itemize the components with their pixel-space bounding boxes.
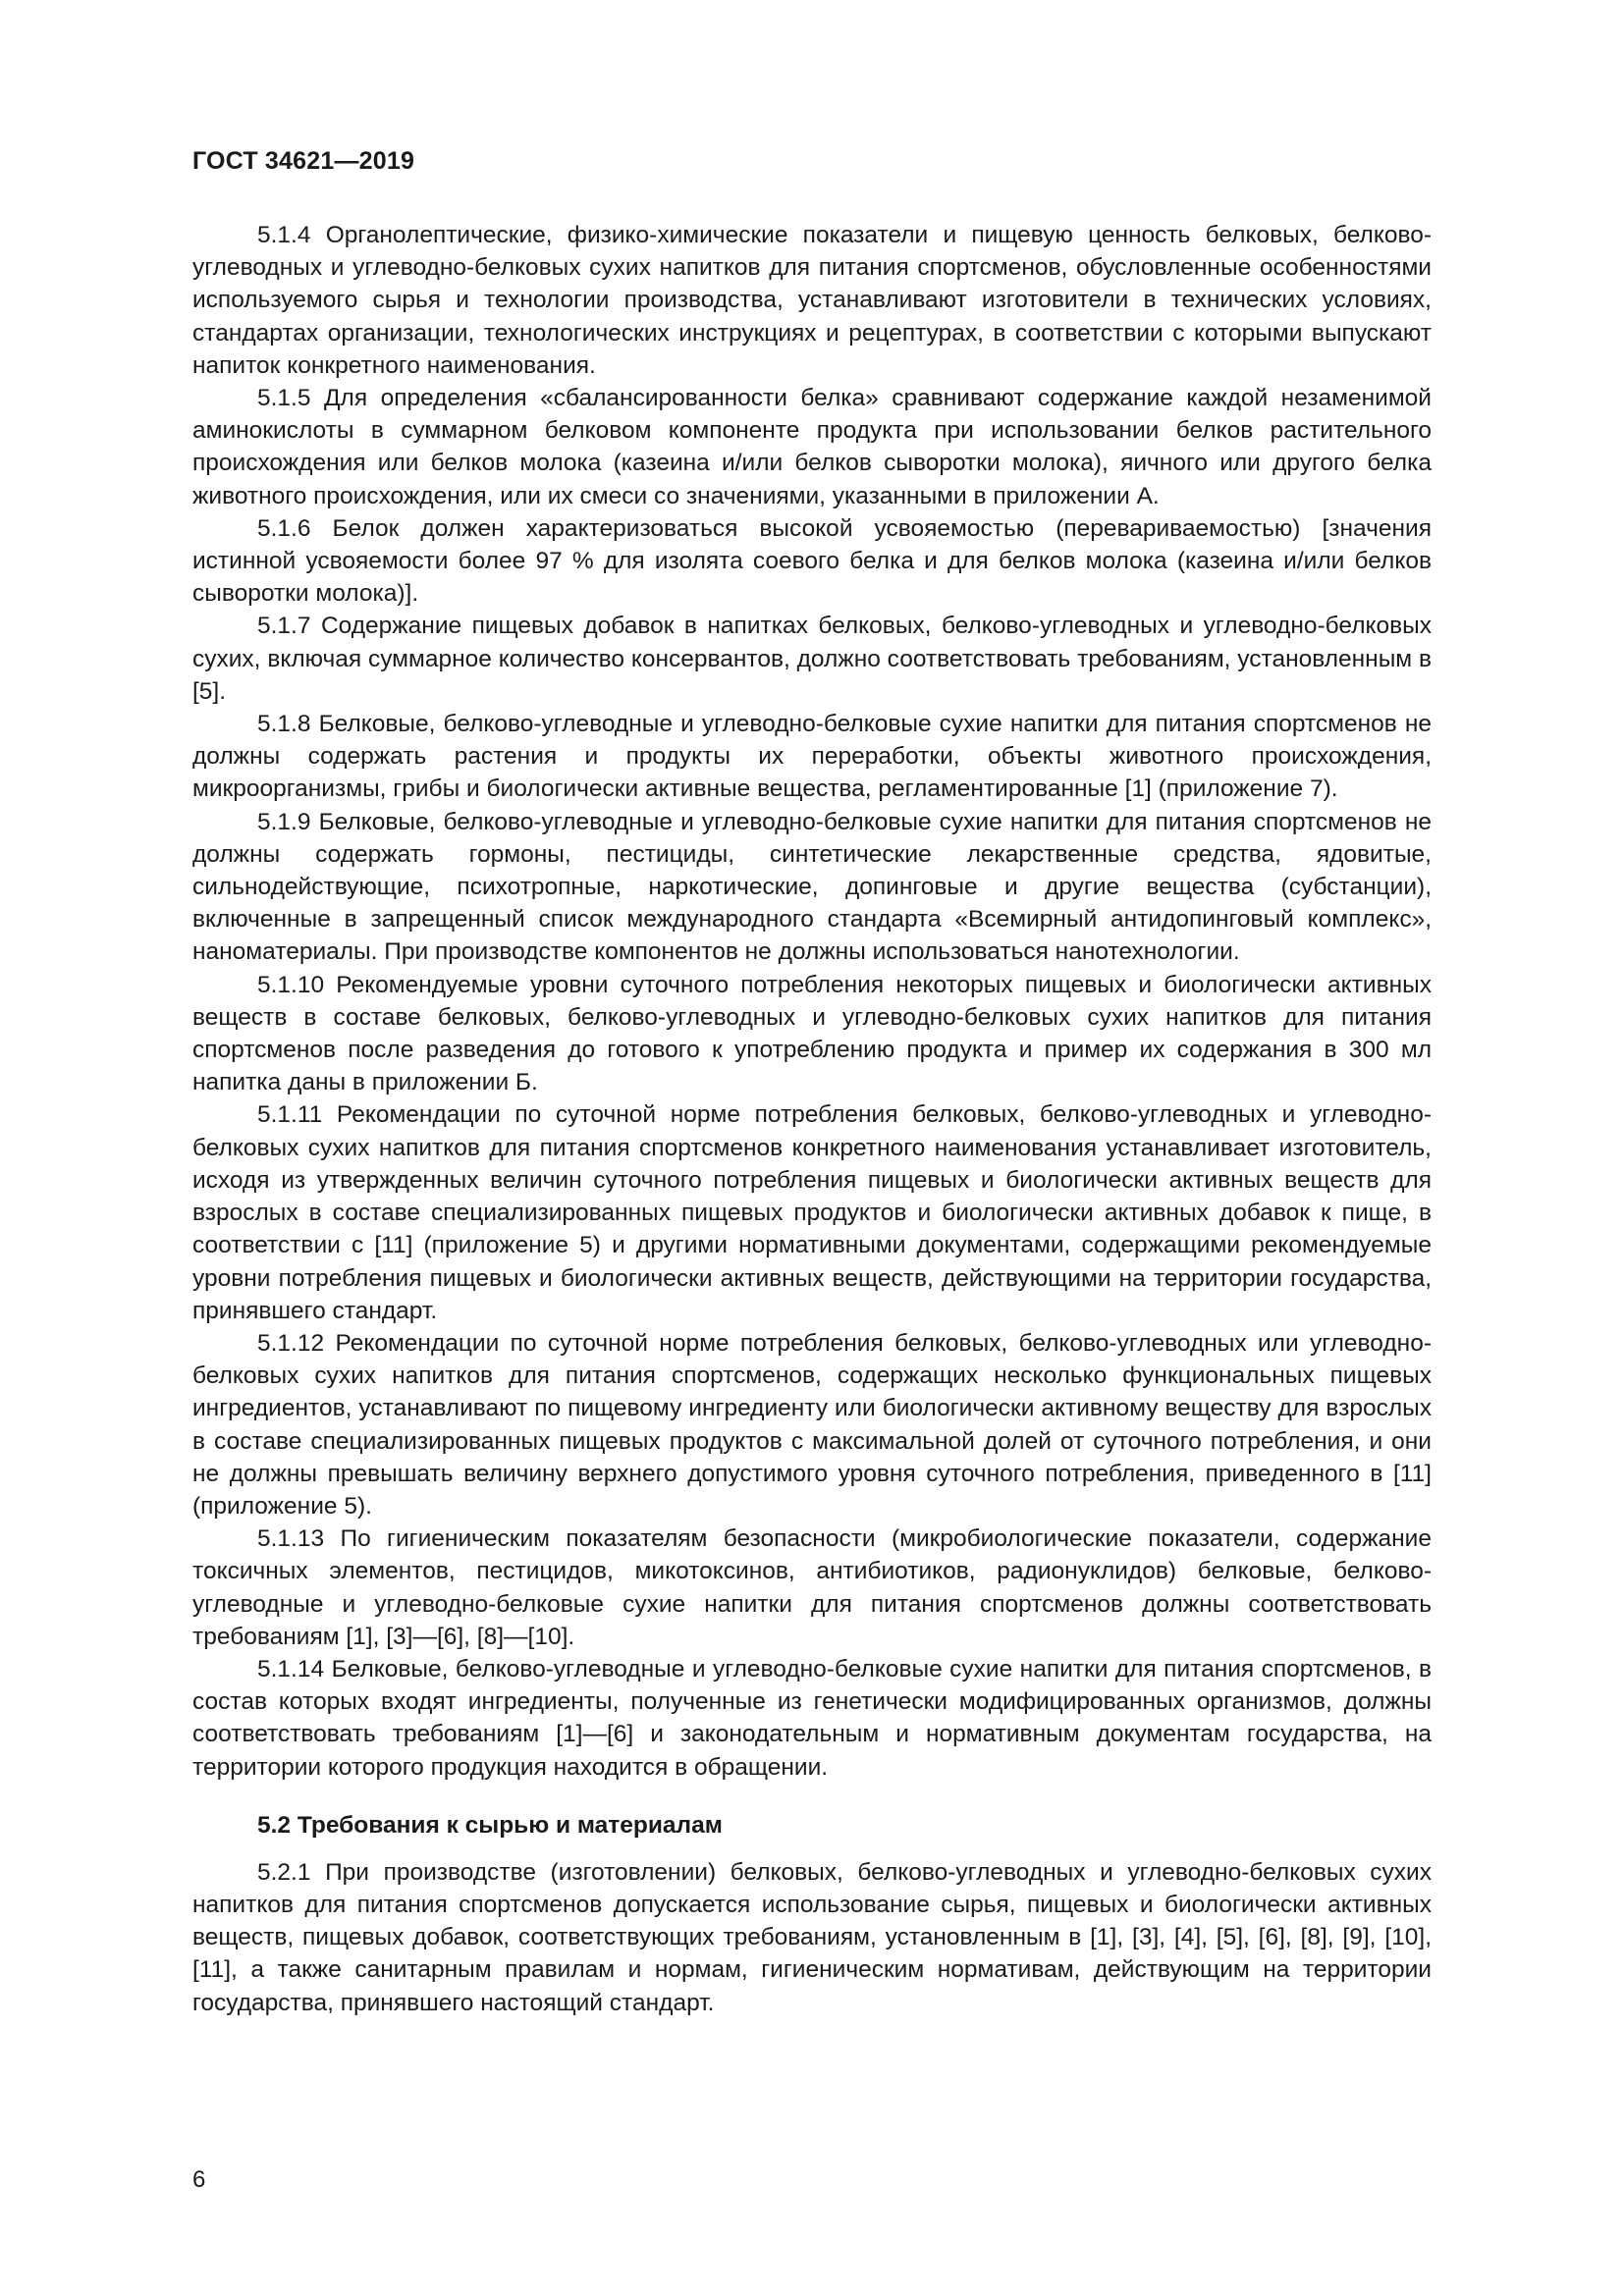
paragraph-5-1-12: 5.1.12 Рекомендации по суточной норме потребления белковых, белково-углеводных или углеводно-белковых сухих напитков для питания спортсменов, содержащих несколько функциональных пищевых ингредиентов, устанавливают по пищевому ингредиенту или биологически активному веществу для взрослых в составе специализированных пищевых продуктов с максимальной долей от суточного потребления, и они не должны превышать величину верхнего допустимого уровня суточного потребления, приведенного в [11] (приложение 5). [192,1329,1432,1520]
paragraph-5-1-5: 5.1.5 Для определения «сбалансированности белка» сравнивают содержание каждой незаменимой аминокислоты в суммарном белковом компоненте продукта при использовании белков растительного происхождения или белков молока (казеина и/или белков сыворотки молока), яичного или другого белка животного происхождения, или их смеси со значениями, указанными в приложении А. [192,385,1432,509]
paragraph-5-1-4: 5.1.4 Органолептические, физико-химические показатели и пищевую ценность белковых, белково-углеводных и углеводно-белковых сухих напитков для питания спортсменов, обусловленные особенностями используемого сырья и технологии производства, устанавливают изготовители в технических условиях, стандартах организации, технологических инструкциях и рецептурах, в соответствии с которыми выпускают напиток конкретного наименования. [192,222,1432,379]
paragraph-5-1-9: 5.1.9 Белковые, белково-углеводные и углеводно-белковые сухие напитки для питания спортсменов не должны содержать гормоны, пестициды, синтетические лекарственные средства, ядовитые, сильнодействующие, психотропные, наркотические, допинговые и другие вещества (субстанции), включенные в запрещенный список международного стандарта «Всемирный антидопинговый комплекс», наноматериалы. При производстве компонентов не должны использоваться нанотехнологии. [192,808,1432,966]
paragraph-5-1-6: 5.1.6 Белок должен характеризоваться высокой усвояемостью (перевариваемостью) [значения истинной усвояемости более 97 % для изолята соевого белка и для белков молока (казеина и/или белков сыворотки молока)]. [192,514,1432,608]
paragraph-5-2-1: 5.2.1 При производстве (изготовлении) белковых, белково-углеводных и углеводно-белковых сухих напитков для питания спортсменов допускается использование сырья, пищевых и биологически активных веществ, пищевых добавок, соответствующих требованиям, установленным в [1], [3], [4], [5], [6], [8], [9], [10], [11], а также санитарным правилам и нормам, гигиеническим нормативам, действующим на территории государства, принявшего настоящий стандарт. [192,1858,1432,2016]
document-header: ГОСТ 34621—2019 [192,147,415,175]
section-title-5-2: 5.2 Требования к сырью и материалам [257,1811,723,1839]
paragraph-5-1-14: 5.1.14 Белковые, белково-углеводные и углеводно-белковые сухие напитки для питания спортсменов, в состав которых входят ингредиенты, полученные из генетически модифицированных организмов, должны соответствовать требованиям [1]—[6] и законодательным и нормативным документам государства, на территории которого продукция находится в обращении. [192,1655,1432,1781]
paragraph-5-1-11: 5.1.11 Рекомендации по суточной норме потребления белковых, белково-углеводных и углеводно-белковых сухих напитков для питания спортсменов конкретного наименования устанавливает изготовитель, исходя из утвержденных величин суточного потребления пищевых и биологически активных веществ для взрослых в составе специализированных пищевых продуктов и биологически активных добавок к пище, в соответствии с [11] (приложение 5) и другими нормативными документами, содержащими рекомендуемые уровни потребления пищевых и биологически активных веществ, действующими на территории государства, принявшего стандарт. [192,1101,1432,1324]
paragraph-5-1-8: 5.1.8 Белковые, белково-углеводные и углеводно-белковые сухие напитки для питания спортсменов не должны содержать растения и продукты их переработки, объекты животного происхождения, микроорганизмы, грибы и биологически активные вещества, регламентированные [1] (приложение 7). [192,711,1432,803]
document-body [192,219,1432,2019]
document-page [192,0,1432,2296]
paragraph-5-1-7: 5.1.7 Содержание пищевых добавок в напитках белковых, белково-углеводных и углеводно-белковых сухих, включая суммарное количество консервантов, должно соответствовать требованиям, установленным в [5]. [192,613,1432,705]
paragraph-5-1-13: 5.1.13 По гигиеническим показателям безопасности (микробиологические показатели, содержание токсичных элементов, пестицидов, микотоксинов, антибиотиков, радионуклидов) белковые, белково-углеводные и углеводно-белковые сухие напитки для питания спортсменов должны соответствовать требованиям [1], [3]—[6], [8]—[10]. [192,1525,1432,1650]
page-number: 6 [192,2166,206,2193]
paragraph-5-1-10: 5.1.10 Рекомендуемые уровни суточного потребления некоторых пищевых и биологически активных веществ в составе белковых, белково-углеводных и углеводно-белковых сухих напитков для питания спортсменов после разведения до готового к употреблению продукта и пример их содержания в 300 мл напитка даны в приложении Б. [192,971,1432,1096]
